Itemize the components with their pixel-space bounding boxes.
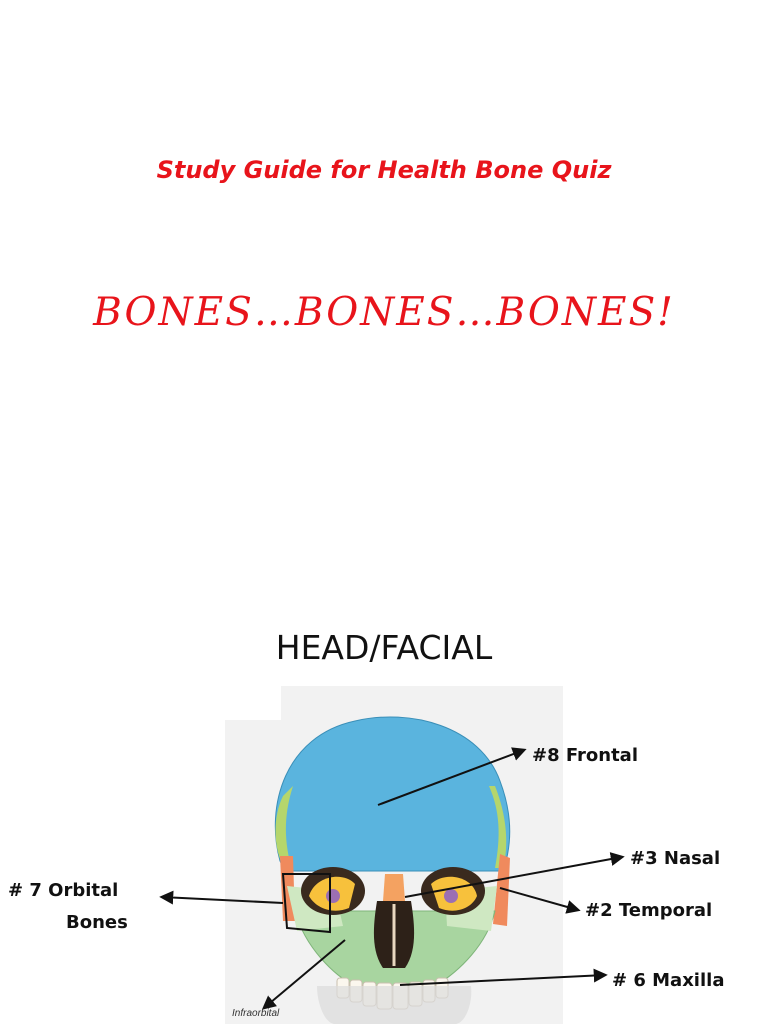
label-orbital-line2: Bones (66, 912, 128, 933)
page-title: Study Guide for Health Bone Quiz (156, 156, 612, 184)
arrow-maxilla (400, 975, 605, 985)
label-frontal: #8 Frontal (532, 745, 638, 766)
figure-caption: Infraorbital (232, 1008, 280, 1019)
label-orbital-line1: # 7 Orbital (8, 880, 119, 901)
arrow-temporal (500, 888, 578, 910)
decorative-banner: BONES…BONES…BONES! (93, 290, 675, 335)
label-temporal: #2 Temporal (585, 900, 713, 921)
label-nasal: #3 Nasal (630, 848, 721, 869)
label-maxilla: # 6 Maxilla (612, 970, 725, 991)
arrow-frontal (378, 750, 524, 805)
arrow-infraorbital (264, 940, 345, 1008)
arrow-orbital (162, 897, 283, 903)
section-heading: HEAD/FACIAL (275, 628, 493, 667)
